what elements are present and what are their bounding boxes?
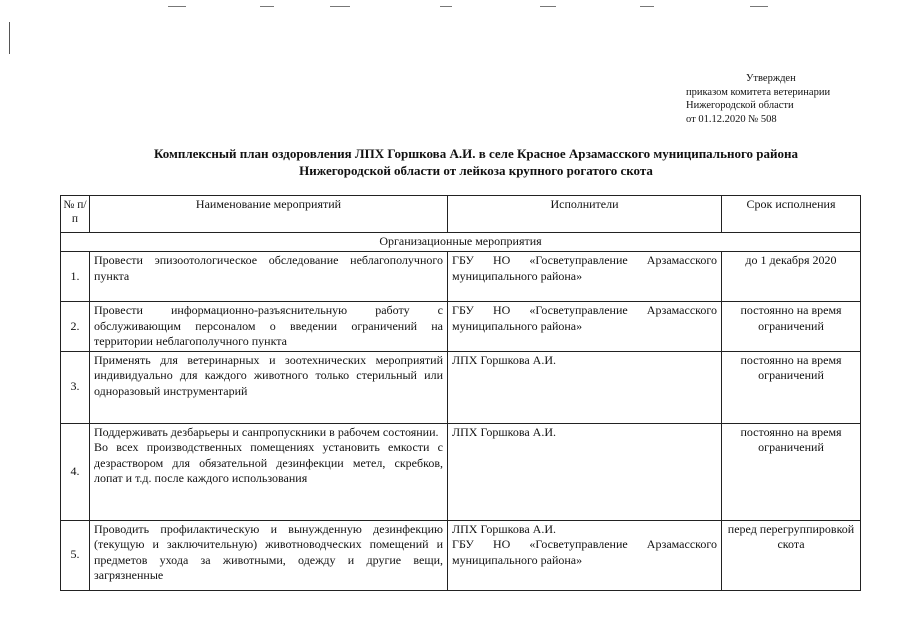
row-measure: Поддерживать дезбарьеры и санпропускники в рабочем состоянии. Во всех производственных помещениях установить емкости с дезраствором для обязательной дезинфекции метел, скребков, лопат и т.д. после каждого использования	[90, 423, 448, 520]
scan-mark	[440, 6, 452, 7]
row-number: 2.	[61, 302, 90, 352]
scan-mark	[640, 6, 654, 7]
row-deadline: до 1 декабря 2020	[722, 252, 861, 302]
row-deadline: постоянно на время ограничений	[722, 302, 861, 352]
scan-edge-line	[9, 22, 10, 54]
row-executor: ГБУ НО «Госветуправление Арзамасского муниципального района»	[448, 302, 722, 352]
row-deadline: перед перегруппировкой скота	[722, 520, 861, 590]
scan-mark	[330, 6, 350, 7]
approval-line: Утвержден	[746, 73, 796, 84]
header-measure: Наименование мероприятий	[90, 196, 448, 233]
section-title: Организационные мероприятия	[61, 233, 861, 252]
row-number: 5.	[61, 520, 90, 590]
row-executor: ЛПХ Горшкова А.И.	[448, 423, 722, 520]
table-row	[61, 302, 861, 352]
row-executor: ЛПХ Горшкова А.И.	[448, 351, 722, 423]
header-executor: Исполнители	[448, 196, 722, 233]
title-line: Нижегородской области от лейкоза крупного рогатого скота	[299, 163, 653, 178]
row-deadline: постоянно на время ограничений	[722, 423, 861, 520]
table-row	[61, 252, 861, 302]
scan-mark	[750, 6, 768, 7]
row-measure: Применять для ветеринарных и зоотехнических мероприятий индивидуально для каждого животного только стерильный или одноразовый инструментарий	[90, 351, 448, 423]
section-row	[61, 233, 861, 252]
row-executor: ГБУ НО «Госветуправление Арзамасского муниципального района»	[448, 252, 722, 302]
approval-stamp-block	[686, 72, 830, 126]
approval-line: от 01.12.2020 № 508	[686, 113, 777, 125]
row-number: 4.	[61, 423, 90, 520]
row-deadline: постоянно на время ограничений	[722, 351, 861, 423]
header-deadline: Срок исполнения	[722, 196, 861, 233]
row-measure: Проводить профилактическую и вынужденную дезинфекцию (текущую и заключительную) животноводческих помещений и предметов ухода за животными, одежду и другие вещи, загрязненные	[90, 520, 448, 590]
scan-mark	[168, 6, 186, 7]
row-number: 1.	[61, 252, 90, 302]
row-measure: Провести эпизоотологическое обследование неблагополучного пункта	[90, 252, 448, 302]
table-row	[61, 520, 861, 590]
table-header-row	[61, 196, 861, 233]
approval-line: приказом комитета ветеринарии	[686, 86, 831, 98]
scan-mark	[260, 6, 274, 7]
header-number: № п/п	[61, 196, 90, 233]
table-row	[61, 351, 861, 423]
document-title	[96, 145, 856, 179]
table-row	[61, 423, 861, 520]
row-executor: ЛПХ Горшкова А.И. ГБУ НО «Госветуправление Арзамасского муниципального района»	[448, 520, 722, 590]
plan-table	[60, 195, 861, 591]
title-line: Комплексный план оздоровления ЛПХ Горшкова А.И. в селе Красное Арзамасского муниципального района	[153, 146, 798, 161]
row-measure: Провести информационно-разъяснительную работу с обслуживающим персоналом о введении ограничений на территории неблагополучного пункта	[90, 302, 448, 352]
approval-line: Нижегородской области	[686, 100, 794, 111]
row-number: 3.	[61, 351, 90, 423]
scan-mark	[540, 6, 556, 7]
